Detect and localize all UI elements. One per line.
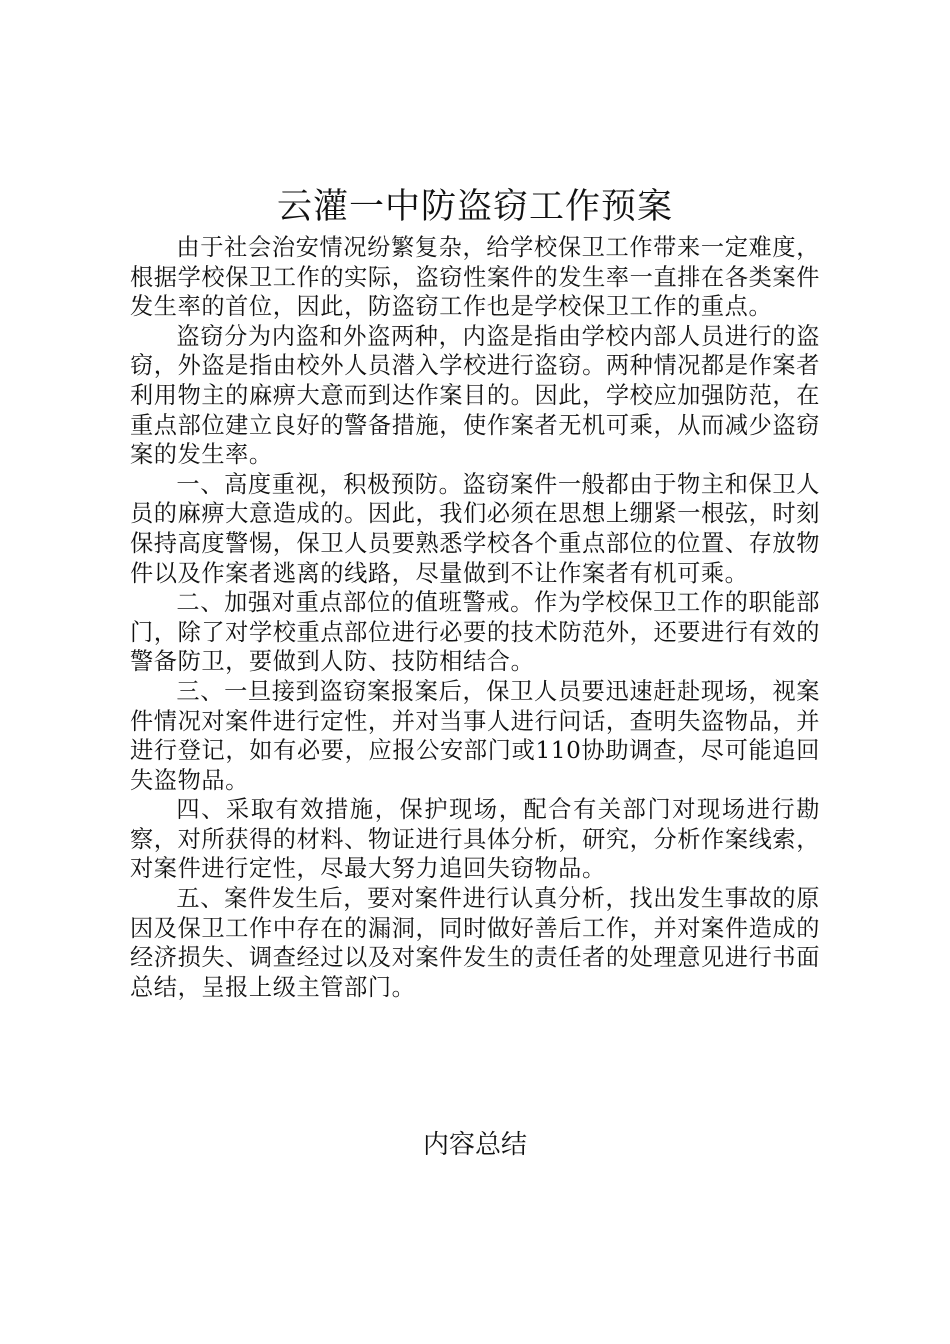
paragraph-item-5: 五、案件发生后，要对案件进行认真分析，找出发生事故的原因及保卫工作中存在的漏洞，同时做好善后工作，并对案件造成的经济损失、调查经过以及对案件发生的责任者的处理意见进行书面总结，呈报上级主管部门。 xyxy=(130,885,820,1001)
paragraph-item-3: 三、一旦接到盗窃案报案后，保卫人员要迅速赶赴现场，视案件情况对案件进行定性，并对当事人进行问话，查明失盗物品，并进行登记，如有必要，应报公安部门或110协助调查，尽可能追回失盗物品。 xyxy=(130,677,820,794)
paragraph-intro: 由于社会治安情况纷繁复杂，给学校保卫工作带来一定难度，根据学校保卫工作的实际，盗窃性案件的发生率一直排在各类案件发生率的首位，因此，防盗窃工作也是学校保卫工作的重点。 xyxy=(130,234,820,321)
document-body xyxy=(130,233,820,1002)
document-title: 云灌一中防盗窃工作预案 xyxy=(276,187,673,227)
paragraph-item-2: 二、加强对重点部位的值班警戒。作为学校保卫工作的职能部门，除了对学校重点部位进行必要的技术防范外，还要进行有效的警备防卫，要做到人防、技防相结合。 xyxy=(130,589,820,676)
paragraph-theft-types: 盗窃分为内盗和外盗两种，内盗是指由学校内部人员进行的盗窃，外盗是指由校外人员潜入学校进行盗窃。两种情况都是作案者利用物主的麻痹大意而到达作案目的。因此，学校应加强防范，在重点部位建立良好的警备措施，使作案者无机可乘，从而减少盗窃案的发生率。 xyxy=(130,322,820,469)
paragraph-item-4: 四、采取有效措施，保护现场，配合有关部门对现场进行勘察，对所获得的材料、物证进行具体分析，研究，分析作案线索，对案件进行定性，尽最大努力追回失窃物品。 xyxy=(130,796,820,883)
paragraph-item-1: 一、高度重视，积极预防。盗窃案件一般都由于物主和保卫人员的麻痹大意造成的。因此，我们必须在思想上绷紧一根弦，时刻保持高度警惕，保卫人员要熟悉学校各个重点部位的位置、存放物件以及作案者逃离的线路，尽量做到不让作案者有机可乘。 xyxy=(130,470,820,587)
summary-heading: 内容总结 xyxy=(422,1130,527,1160)
